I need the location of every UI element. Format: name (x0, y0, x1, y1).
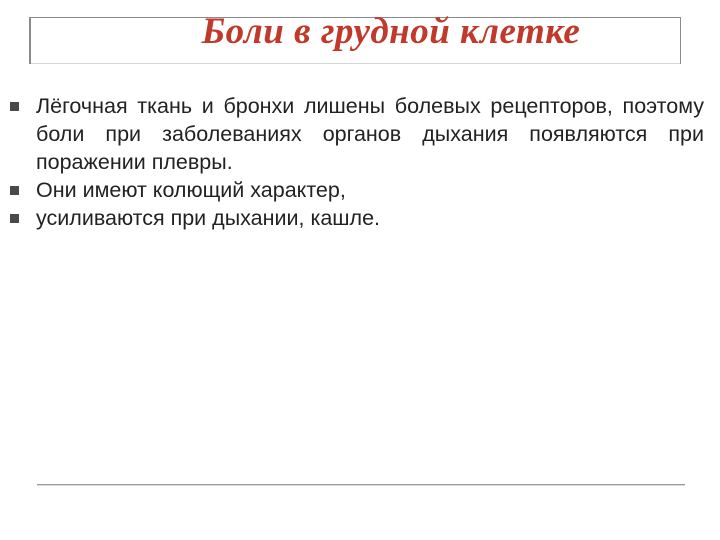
bullet-item (0, 176, 720, 204)
bullet-item (0, 204, 720, 232)
bullet-text: Лёгочная ткань и бронхи лишены болевых рецепторов, поэтому боли при заболеваниях органов дыхания появляются при поражении плевры. (36, 94, 704, 174)
title-divider (31, 63, 680, 64)
square-bullet-icon (10, 186, 19, 195)
slide-title: Боли в грудной клетке (201, 11, 581, 52)
bullet-item (0, 92, 720, 176)
bullet-text: усиливаются при дыхании, кашле. (36, 206, 381, 230)
square-bullet-icon (10, 214, 19, 223)
bullet-list (0, 92, 720, 232)
bullet-text: Они имеют колющий характер, (36, 178, 346, 202)
footer-divider (37, 484, 685, 485)
square-bullet-icon (10, 102, 19, 111)
